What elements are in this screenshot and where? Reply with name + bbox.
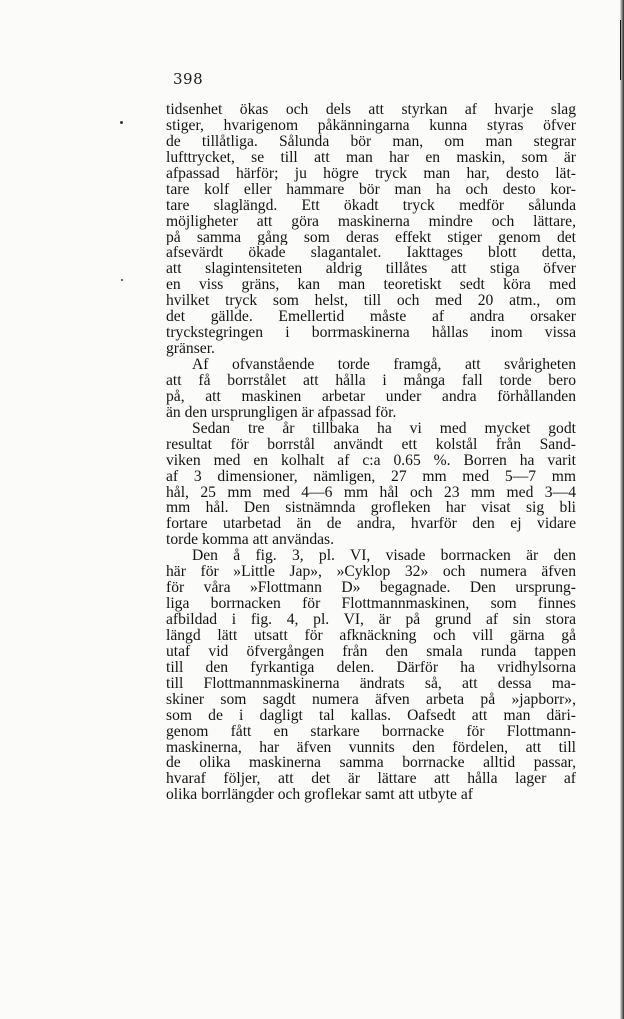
text-line: gränser. bbox=[166, 341, 215, 357]
text-line: att få borrstålet att hålla i många fall torde bero bbox=[166, 372, 576, 389]
text-line: mm hål. Den sistnämnda grofleken har visat sig bli bbox=[166, 500, 576, 517]
page-edge-shadow bbox=[620, 0, 624, 1019]
paragraph bbox=[166, 421, 576, 549]
text-line: det gällde. Emellertid måste af andra orsaker bbox=[166, 309, 576, 326]
text-line: till den fyrkantiga delen. Därför ha vridhylsorna bbox=[166, 659, 576, 676]
text-line: utaf vid öfvergången från den smala runda tappen bbox=[166, 643, 576, 660]
text-line: hvaraf följer, att det är lättare att hålla lager af bbox=[166, 771, 576, 788]
text-line: att slagintensiteten aldrig tillåtes att stiga öfver bbox=[166, 261, 576, 278]
text-line: stiger, hvarigenom påkänningarna kunna styras öfver bbox=[166, 117, 576, 134]
text-line: tare kolf eller hammare bör man ha och desto kor- bbox=[166, 181, 576, 198]
text-line: Den å fig. 3, pl. VI, visade borrnacken är den bbox=[192, 548, 576, 565]
text-line: viken med en kolhalt af c:a 0.65 %. Borren ha varit bbox=[166, 452, 576, 469]
text-line: lufttrycket, se till att man har en maskin, som är bbox=[166, 149, 576, 166]
text-line: torde komma att användas. bbox=[166, 532, 335, 549]
paragraph bbox=[166, 548, 576, 803]
text-line: maskinerna, har äfven vunnits den fördelen, att till bbox=[166, 739, 576, 756]
text-line: de olika maskinerna samma borrnacke alltid passar, bbox=[166, 755, 576, 772]
text-line: som de i dagligt tal kallas. Oafsedt att man däri- bbox=[166, 707, 576, 724]
text-line: afbildad i fig. 4, pl. VI, är på grund af sin stora bbox=[166, 612, 576, 628]
text-line: hvilket tryck som helst, till och med 20 atm., om bbox=[166, 293, 576, 310]
text-line: på, att maskinen arbetar under andra förhållanden bbox=[166, 388, 576, 405]
margin-speck bbox=[120, 121, 123, 124]
text-line: en viss gräns, kan man teoretiskt sedt köra med bbox=[166, 277, 576, 294]
text-line: af 3 dimensioner, nämligen, 27 mm med 5—7 mm bbox=[166, 468, 576, 485]
page-number: 398 bbox=[173, 70, 204, 88]
text-line: längd lätt utsatt för afknäckning och vill gärna gå bbox=[166, 627, 576, 644]
text-line: fortare utarbetad än de andra, hvarför den ej vidare bbox=[166, 516, 576, 533]
text-line: afpassad härför; ju högre tryck man har, desto lät- bbox=[166, 165, 576, 182]
margin-speck bbox=[121, 279, 123, 281]
text-line: Sedan tre år tillbaka ha vi med mycket godt bbox=[192, 420, 576, 437]
text-line: resultat för borrstål användt ett kolstål från Sand- bbox=[166, 436, 576, 453]
text-line: afsevärdt ökade slagantalet. Iakttages blott detta, bbox=[166, 245, 576, 262]
text-line: möjligheter att göra maskinerna mindre och lättare, bbox=[166, 213, 576, 230]
text-line: liga borrnacken för Flottmannmaskinen, som finnes bbox=[166, 596, 576, 612]
paragraph bbox=[166, 102, 576, 357]
text-line: på samma gång som deras effekt stiger genom det bbox=[166, 229, 576, 246]
text-line: tidsenhet ökas och dels att styrkan af hvarje slag bbox=[166, 102, 576, 118]
text-line: till Flottmannmaskinerna ändrats så, att dessa ma- bbox=[166, 675, 576, 692]
body-text bbox=[166, 102, 576, 803]
paragraph bbox=[166, 357, 576, 421]
text-line: tare slaglängd. Ett ökadt tryck medför sålunda bbox=[166, 197, 576, 214]
text-line: för våra »Flottmann D» begagnade. Den ursprung- bbox=[166, 580, 576, 597]
text-line: än den ursprungligen är afpassad för. bbox=[166, 404, 397, 421]
text-line: de tillåtliga. Sålunda bör man, om man stegrar bbox=[166, 133, 576, 150]
text-line: skiner som sagdt numera äfven arbeta på »japborr», bbox=[166, 691, 576, 708]
page-edge-mark bbox=[620, 20, 621, 80]
text-line: hål, 25 mm med 4—6 mm hål och 23 mm med 3—4 bbox=[166, 484, 576, 501]
text-line: genom fått en starkare borrnacke för Flottmann- bbox=[166, 723, 576, 740]
text-line: olika borrlängder och groflekar samt att utbyte af bbox=[166, 787, 473, 804]
text-line: här för »Little Jap», »Cyklop 32» och numera äfven bbox=[166, 564, 576, 581]
text-line: Af ofvanstående torde framgå, att svårigheten bbox=[192, 357, 576, 373]
text-line: tryckstegringen i borrmaskinerna hållas inom vissa bbox=[166, 325, 576, 342]
